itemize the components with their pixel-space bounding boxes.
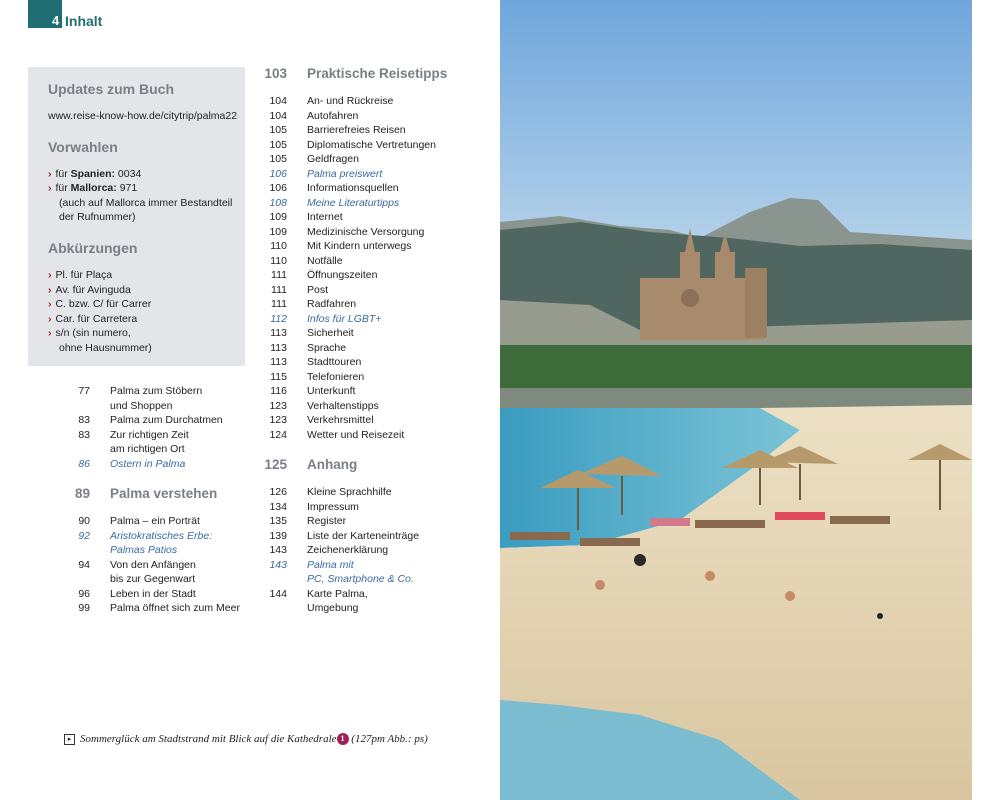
toc-entry[interactable]: Ostern in Palma: [110, 457, 186, 470]
toc-page-number: 126: [269, 486, 287, 498]
toc-entry[interactable]: Liste der Karteneinträge: [307, 529, 420, 542]
section-number: 103: [264, 66, 287, 81]
toc-page-number: 144: [269, 587, 287, 600]
toc-entry[interactable]: Radfahren: [307, 298, 357, 310]
photo-caption: ▸ Sommerglück am Stadtstrand mit Blick auf die Kathedrale 1 (127pm Abb.: ps): [64, 733, 428, 745]
section-title-praktisch[interactable]: Praktische Reisetipps: [307, 66, 448, 81]
toc-page-number: 115: [270, 370, 287, 383]
toc-page-number: 111: [271, 298, 287, 310]
toc-page-number: 90: [78, 515, 90, 527]
toc-page-number: 113: [270, 341, 287, 354]
toc-page-number: 110: [270, 254, 287, 267]
toc-entry[interactable]: Palma öffnet sich zum Meer: [110, 602, 240, 614]
sunbed: [650, 518, 690, 526]
toc-page-number: 106: [269, 167, 287, 180]
abk-item-cont: ohne Hausnummer): [59, 342, 152, 354]
arrow-right-icon: ▸: [64, 734, 75, 745]
chevron-right-icon: ›: [48, 182, 52, 194]
toc-page-number: 116: [270, 385, 287, 397]
toc-entry[interactable]: Infos für LGBT+: [307, 312, 382, 325]
toc-entry[interactable]: An- und Rückreise: [307, 95, 394, 107]
toc-page-number: 109: [269, 225, 287, 238]
toc-entry[interactable]: Von den Anfängen: [110, 558, 196, 571]
toc-page-number: 109: [269, 211, 287, 223]
sunbed: [830, 516, 890, 524]
toc-page-number: 86: [78, 457, 90, 470]
toc-page-number: 112: [270, 312, 287, 325]
photo-beach-cathedral: [500, 0, 972, 800]
sunbed: [695, 520, 765, 528]
toc-entry[interactable]: Karte Palma,: [307, 587, 368, 600]
info-box: [28, 67, 245, 366]
toc-entry[interactable]: Register: [307, 515, 347, 527]
toc-entry[interactable]: Umgebung: [307, 602, 359, 614]
toc-entry[interactable]: Sprache: [307, 341, 347, 354]
vorwahl-note-1: (auch auf Mallorca immer Bestandteil: [59, 197, 233, 209]
toc-page-number: 135: [269, 515, 287, 527]
toc-page-number: 110: [270, 240, 287, 252]
toc-entry[interactable]: Palma zum Durchatmen: [110, 414, 223, 426]
chevron-right-icon: ›: [48, 284, 52, 296]
toc-entry[interactable]: Öffnungszeiten: [307, 269, 378, 281]
toc-page-number: 92: [78, 529, 90, 542]
vorwahl-note-2: der Rufnummer): [59, 211, 136, 223]
section-number: 89: [74, 486, 90, 501]
toc-entry[interactable]: Verhaltenstipps: [307, 399, 379, 412]
location-badge: 1: [337, 733, 349, 745]
toc-page-number: 111: [271, 269, 287, 281]
sunbed: [775, 512, 825, 520]
toc-page-number: 108: [269, 196, 287, 209]
toc-entry[interactable]: Telefonieren: [307, 370, 365, 383]
toc-page-number: 143: [269, 558, 287, 571]
chevron-right-icon: ›: [48, 168, 52, 180]
toc-entry[interactable]: Meine Literaturtipps: [307, 196, 400, 209]
sunbed: [510, 532, 570, 540]
toc-entry[interactable]: Impressum: [307, 500, 359, 513]
toc-entry[interactable]: Leben in der Stadt: [110, 587, 196, 600]
abk-item: › Pl. für Plaça: [48, 269, 113, 281]
toc-page-number: 104: [269, 95, 287, 107]
toc-entry[interactable]: Informationsquellen: [307, 182, 399, 194]
toc-page-number: 105: [269, 138, 287, 151]
page-gutter: [972, 0, 1000, 800]
toc-entry[interactable]: Stadttouren: [307, 356, 362, 368]
beachgoer: [785, 591, 795, 601]
beachgoer: [705, 571, 715, 581]
abkuerzungen-heading: Abkürzungen: [48, 240, 138, 256]
toc-entry[interactable]: am richtigen Ort: [110, 443, 185, 455]
palm-trees: [500, 345, 972, 390]
section-title-anhang[interactable]: Anhang: [307, 457, 358, 472]
page-title: Inhalt: [65, 13, 103, 29]
vorwahlen-heading: Vorwahlen: [48, 139, 118, 155]
abk-item: › Car. für Carretera: [48, 313, 138, 325]
promenade: [500, 388, 972, 408]
vorwahl-spanien: › für Spanien: 0034: [48, 168, 142, 180]
chevron-right-icon: ›: [48, 313, 52, 325]
vorwahl-mallorca: › für Mallorca: 971: [48, 182, 138, 194]
toc-entry[interactable]: bis zur Gegenwart: [110, 573, 196, 585]
toc-entry[interactable]: Palma zum Stöbern: [110, 385, 203, 397]
toc-entry[interactable]: Palma – ein Porträt: [110, 515, 200, 527]
toc-entry[interactable]: Barrierefreies Reisen: [307, 124, 406, 136]
toc-entry[interactable]: Unterkunft: [307, 385, 356, 397]
toc-entry[interactable]: Autofahren: [307, 109, 359, 122]
toc-page-number: 94: [78, 558, 90, 571]
toc-page-number: 83: [78, 414, 90, 426]
section-number: 125: [264, 457, 287, 472]
toc-entry[interactable]: Verkehrsmittel: [307, 414, 374, 426]
chevron-right-icon: ›: [48, 298, 52, 310]
toc-entry[interactable]: Post: [307, 283, 329, 296]
toc-page-number: 105: [269, 124, 287, 136]
toc-entry[interactable]: Geldfragen: [307, 153, 359, 165]
toc-page-number: 106: [269, 182, 287, 194]
toc-entry[interactable]: Zur richtigen Zeit: [110, 428, 189, 441]
beachgoer: [877, 613, 883, 619]
toc-entry[interactable]: Palmas Patios: [110, 544, 178, 556]
abk-item: › Av. für Avinguda: [48, 284, 131, 296]
toc-entry[interactable]: Aristokratisches Erbe:: [110, 529, 213, 542]
toc-entry[interactable]: Palma preiswert: [307, 167, 383, 180]
beachgoer: [634, 554, 646, 566]
toc-page-number: 83: [78, 428, 90, 441]
toc-page-number: 77: [78, 385, 90, 397]
beach-photo: [500, 0, 972, 800]
toc-entry[interactable]: Diplomatische Vertretungen: [307, 138, 436, 151]
section-title-verstehen[interactable]: Palma verstehen: [110, 486, 218, 501]
updates-heading: Updates zum Buch: [48, 81, 175, 97]
toc-page-number: 111: [271, 283, 287, 296]
toc-entry[interactable]: Zeichenerklärung: [307, 544, 389, 556]
toc-entry[interactable]: Kleine Sprachhilfe: [307, 486, 392, 498]
toc-entry[interactable]: Medizinische Versorgung: [307, 225, 425, 238]
toc-page-number: 99: [78, 602, 90, 614]
toc-entry[interactable]: PC, Smartphone & Co.: [307, 573, 414, 585]
toc-entry[interactable]: Sicherheit: [307, 327, 354, 339]
toc-page-number: 143: [269, 544, 287, 556]
toc-entry[interactable]: Notfälle: [307, 254, 343, 267]
toc-page-number: 124: [269, 428, 287, 441]
toc-entry[interactable]: Palma mit: [307, 558, 354, 571]
toc-entry[interactable]: Mit Kindern unterwegs: [307, 240, 412, 252]
updates-url[interactable]: www.reise-know-how.de/citytrip/palma22: [48, 110, 238, 122]
toc-page-number: 105: [269, 153, 287, 165]
toc-page-number: 96: [78, 587, 90, 600]
toc-entry[interactable]: und Shoppen: [110, 399, 173, 412]
toc-page-number: 139: [269, 529, 287, 542]
abk-item: › s/n (sin numero,: [48, 327, 131, 339]
chevron-right-icon: ›: [48, 269, 52, 281]
toc-page-number: 113: [270, 327, 287, 339]
chevron-right-icon: ›: [48, 327, 52, 339]
toc-page-number: 113: [270, 356, 287, 368]
page-number: 4: [52, 13, 60, 28]
toc-page-number: 123: [269, 399, 287, 412]
toc-page-number: 104: [269, 109, 287, 122]
toc-entry[interactable]: Internet: [307, 211, 343, 223]
abk-item: › C. bzw. C/ für Carrer: [48, 298, 152, 310]
toc-page-number: 123: [269, 414, 287, 426]
toc-page-number: 134: [269, 500, 287, 513]
toc-entry[interactable]: Wetter und Reisezeit: [307, 428, 405, 441]
sunbed: [580, 538, 640, 546]
beachgoer: [595, 580, 605, 590]
